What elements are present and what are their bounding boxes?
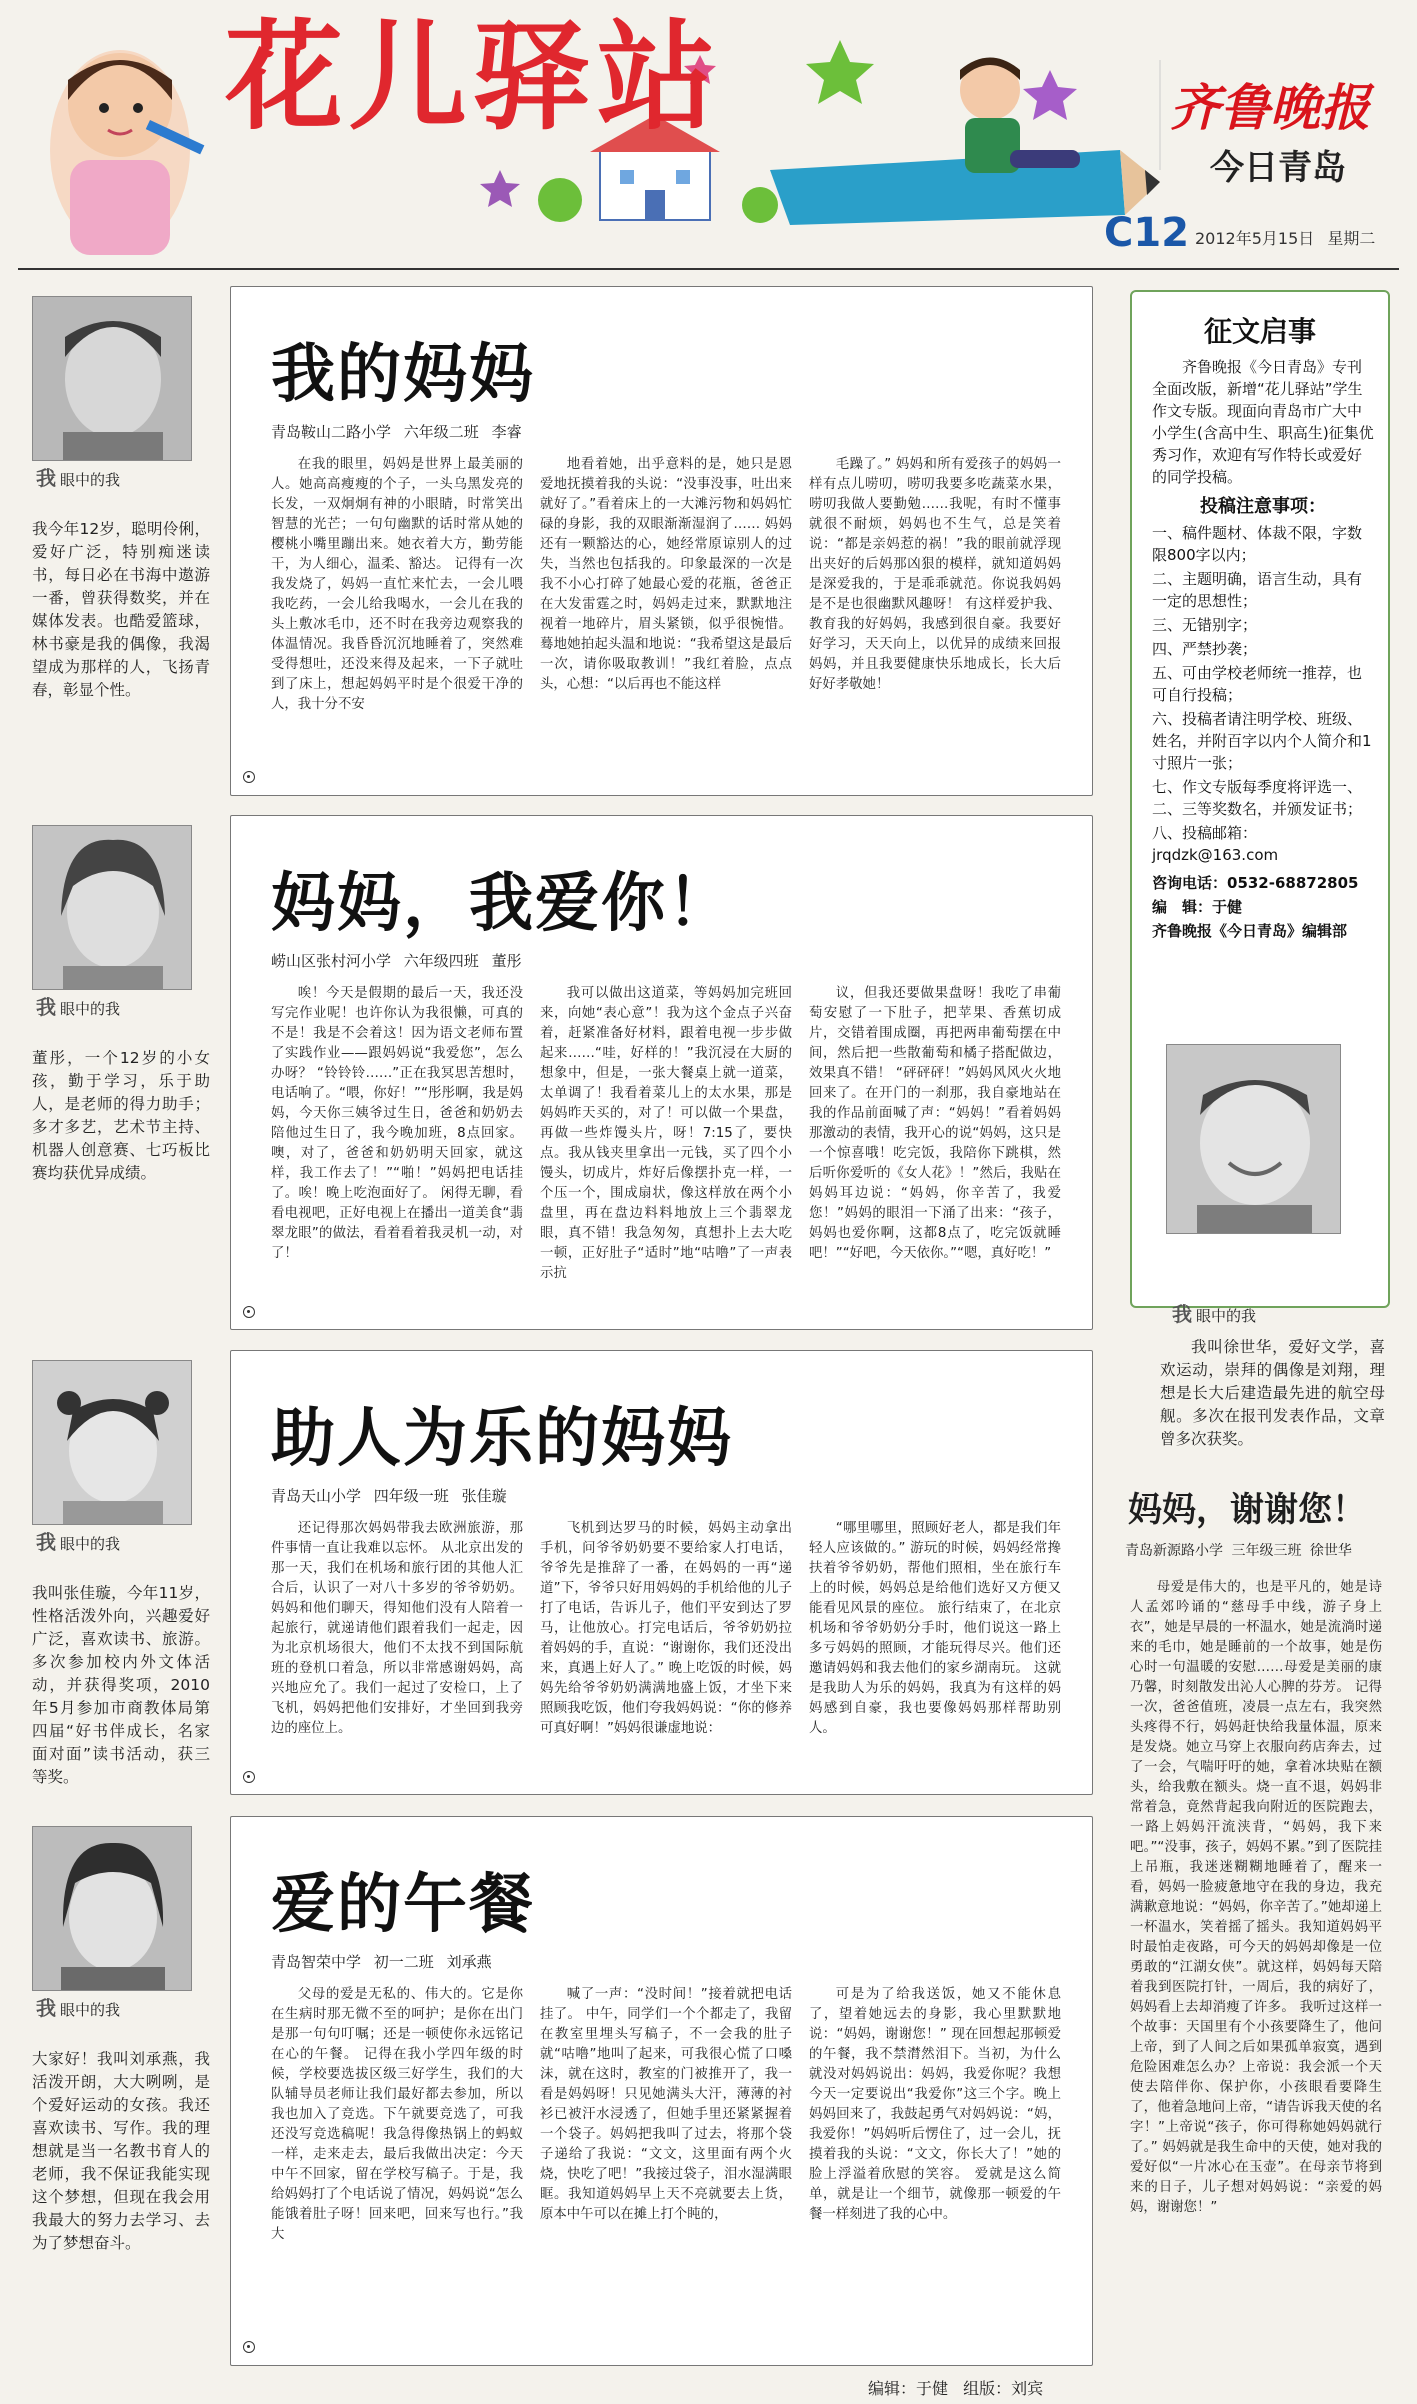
body-column: 毛躁了。” 妈妈和所有爱孩子的妈妈一样有点儿唠叨，唠叨我要多吃蔬菜水果，唠叨我做人要勤勉……我呢，有时不懂事就很不耐烦，妈妈也不生气，总是笑着说：“都是亲妈惹的祸！”我的眼前就浮现出夹好的后妈那凶狠的模样，就知道妈妈是深爱我的，于是乖乖就范。你说我妈妈是不是也很幽默风趣呀！ 有这样爱护我、教育我的好妈妈，我感到很自豪。我要好好学习，天天向上，以优异的成绩来回报妈妈，并且我要健康快乐地成长，长大后好好孝敬她！ xyxy=(809,457,1061,692)
article-2 xyxy=(22,815,1094,1335)
body-column: 在我的眼里，妈妈是世界上最美丽的人。她高高瘦瘦的个子，一头乌黑发亮的长发，一双炯炯有神的小眼睛，时常笑出智慧的光芒；一句句幽默的话时常从她的樱桃小嘴里蹦出来。她衣着大方，勤劳能干，为人细心，温柔、豁达。 记得有一次我发烧了，妈妈一直忙来忙去，一会儿喂我吃药，一会儿给我喝水，一会儿在我的头上敷冰毛巾，还不时在我旁边观察我的体温情况。我昏昏沉沉地睡着了，突然难受得想吐，还没来得及起来，一下子就吐到了床上，想起妈妈平时是个很爱干净的人，我十分不安 xyxy=(271,457,523,712)
sidebar-intro: 齐鲁晚报《今日青岛》专刊全面改版，新增“花儿驿站”学生作文专版。现面向青岛市广大中小学生(含高中生、职高生)征集优秀习作，欢迎有写作特长或爱好的同学投稿。 xyxy=(1152,358,1374,486)
notes-title: 投稿注意事项： xyxy=(1200,496,1326,517)
page-number: C12 xyxy=(1104,210,1190,256)
girl-portrait-icon xyxy=(33,826,192,990)
article-body xyxy=(271,1985,1061,2245)
body-column: “哪里哪里，照顾好老人，都是我们年轻人应该做的。” 游玩的时候，妈妈经常搀扶着爷爷奶奶，帮他们照相，坐在旅行车上的时候，妈妈总是给他们选好又方便又能看见风景的座位。 旅行结束了，在北京机场和爷爷奶奶分手时，他们说这一路上多亏妈妈的照顾，才能玩得尽兴。他们还邀请妈妈和我去他们的家乡湖南玩。 这就是我助人为乐的妈妈，我真为有这样的妈妈感到自豪，我也要像妈妈那样帮助别人。 xyxy=(809,1521,1061,1736)
page-footer xyxy=(868,2376,1043,2399)
author-bio: 董彤，一个12岁的小女孩，勤于学习，乐于助人，是老师的得力助手；多才多艺，艺术节主持、机器人创意赛、七巧板比赛均获优异成绩。 xyxy=(32,1049,210,1182)
brand-title: 花儿驿站 xyxy=(225,7,722,146)
byline: 青岛天山小学 四年级一班 张佳璇 xyxy=(271,1487,507,1505)
footer-layout: 组版：刘宾 xyxy=(963,2379,1044,2398)
author-bio: 我叫张佳璇，今年11岁，性格活泼外向，兴趣爱好广泛，喜欢读书、旅游。多次参加校内外文体活动，并获得奖项，2010年5月参加市商教体局第四届“好书伴成长，名家面对面”读书活动，获三等奖。 xyxy=(32,1584,210,1786)
author-photo xyxy=(32,1826,192,1991)
note-item: 一、稿件题材、体裁不限，字数限800字以内； xyxy=(1152,524,1363,564)
boy-portrait-icon xyxy=(33,297,192,461)
footer-editor: 编辑：于健 xyxy=(868,2379,949,2398)
note-item: 六、投稿者请注明学校、班级、姓名，并附百字以内个人简介和1寸照片一张； xyxy=(1152,710,1372,772)
note-item: 八、投稿邮箱：jrqdzk@163.com xyxy=(1152,824,1279,864)
author-photo xyxy=(32,296,192,461)
eye-label: 我 眼中的我 xyxy=(36,1996,121,2020)
article-frame xyxy=(230,1816,1093,2366)
byline: 青岛智荣中学 初一二班 刘承燕 xyxy=(271,1953,492,1971)
newspaper-name: 齐鲁晚报 xyxy=(1170,78,1370,137)
dateline xyxy=(1195,226,1375,249)
note-item: 三、无错别字； xyxy=(1152,616,1258,634)
author-photo xyxy=(1166,1044,1341,1234)
article-body xyxy=(271,984,1061,1284)
article-frame xyxy=(230,815,1093,1330)
note-item: 四、严禁抄袭； xyxy=(1152,640,1258,658)
body-column: 地看着她，出乎意料的是，她只是恩爱地抚摸着我的头说：“没事没事，吐出来就好了。”看着床上的一大滩污物和妈妈忙碌的身影，我的双眼渐渐湿润了…… 妈妈还有一颗豁达的心，她经常原谅别人的过失，当然也包括我的。印象最深的一次是我不小心打碎了她最心爱的花瓶，爸爸正在大发雷霆之时，妈妈走过来，默默地注视着一地碎片，眉头紧锁，似乎很惋惜。蓦地她拍起头温和地说：“我希望这是最后一次，请你吸取教训！”我红着脸，点点头，心想：“以后再也不能这样 xyxy=(540,457,792,692)
article-title: 我的妈妈 xyxy=(271,337,535,412)
end-mark-icon xyxy=(243,1306,255,1318)
article-title: 妈妈，我爱你！ xyxy=(271,866,733,941)
article-body xyxy=(271,455,1061,715)
edition-name: 今日青岛 xyxy=(1210,148,1346,188)
article-1 xyxy=(22,286,1094,806)
girl-cartoon-icon xyxy=(50,50,204,255)
boy-portrait-icon xyxy=(1167,1045,1341,1234)
issue-weekday: 星期二 xyxy=(1327,229,1376,248)
body-column: 议，但我还要做果盘呀！我吃了串葡萄安慰了一下肚子，把苹果、香蕉切成片，交错着围成圈，再把两串葡萄摆在中间，然后把一些散葡萄和橘子搭配做边，效果真不错！ “砰砰砰！”妈妈风风火火地回来了。在开门的一刹那，我自豪地站在我的作品前面喊了声：“妈妈！”看着妈妈那激动的表情，我开心的说“妈妈，这只是一个惊喜哦！吃完饭，我陪你下跳棋，然后听你爱听的《女人花》！”然后，我贴在妈妈耳边说：“妈妈，你辛苦了，我爱您！”妈妈的眼泪一下涌了出来：“孩子，妈妈也爱你啊，这都8点了，吃完饭就睡吧！”“好吧，今天依你。”“嗯，真好吃！” xyxy=(809,986,1061,1261)
header-rule xyxy=(18,268,1399,270)
body-column: 飞机到达罗马的时候，妈妈主动拿出手机，问爷爷奶奶要不要给家人打电话，爷爷先是推辞了一番，在妈妈的一再“递道”下，爷爷只好用妈妈的手机给他的儿子打了电话，告诉儿子，他们平安到达了罗马，让他放心。打完电话后，爷爷奶奶拉着妈妈的手，直说：“谢谢你，我们还没出来，真遇上好人了。” 晚上吃饭的时候，妈妈先给爷爷奶奶满满地盛上饭，才坐下来照顾我吃饭，他们夸我妈妈说：“你的修养可真好啊！”妈妈很谦虚地说： xyxy=(540,1521,792,1736)
end-mark-icon xyxy=(243,2341,255,2353)
end-mark-icon xyxy=(243,1771,255,1783)
article-3 xyxy=(22,1350,1094,1870)
author-bio: 我今年12岁，聪明伶俐，爱好广泛，特别痴迷读书，每日必在书海中遨游一番，曾获得数奖，并在媒体发表。也酷爱篮球，林书豪是我的偶像，我渴望成为那样的人，飞扬青春，彰显个性。 xyxy=(32,520,210,699)
byline: 青岛新源路小学 三年级三班 徐世华 xyxy=(1125,1543,1352,1559)
article-body: 母爱是伟大的，也是平凡的，她是诗人孟郊吟诵的“慈母手中线，游子身上衣”，她是早晨的一杯温水，她是流淌时递来的毛巾，她是睡前的一个故事，她是伤心时一句温暖的安慰……母爱是美丽的康乃馨，时刻散发出沁人心脾的芬芳。 记得一次，爸爸值班，凌晨一点左右，我突然头疼得不行，妈妈赶快给我量体温，原来是发烧。她立马穿上衣服向药店奔去，过了一会，气喘吁吁的她，拿着冰块贴在额头，给我敷在额头。烧一直不退，妈妈非常着急，竟然背起我向附近的医院跑去，一路上妈妈汗流浃背，“妈妈，我下来吧。”“没事，孩子，妈妈不累。”到了医院挂上吊瓶，我迷迷糊糊地睡着了，醒来一看，妈妈一脸疲惫地守在我的身边，我充满歉意地说：“妈妈，你辛苦了。”她却递上一杯温水，笑着摇了摇头。我知道妈妈平时最怕走夜路，可今天的妈妈却像是一位勇敢的“江湖女侠”。就这样，妈妈每天陪着我到医院打针，一周后，我的病好了，妈妈看上去却消瘦了许多。 我听过这样一个故事：天国里有个小孩要降生了，他问上帝，到了人间之后如果孤单寂寞，遇到危险困难怎么办？上帝说：我会派一个天使去陪伴你、保护你，小孩眼看要降生了，他着急地问上帝，“请告诉我天使的名字！”上帝说“孩子，你可得称她妈妈就行了。” 妈妈就是我生命中的天使，她对我的爱好似“一片冰心在玉壶”。在母亲节将到来的日子，儿子想对妈妈说：“亲爱的妈妈，谢谢您！” xyxy=(1130,1580,1382,2215)
body-column: 还记得那次妈妈带我去欧洲旅游，那件事情一直让我难以忘怀。 从北京出发的那一天，我们在机场和旅行团的其他人汇合后，认识了一对八十多岁的爷爷奶奶。妈妈和他们聊天，得知他们没有人陪着一起旅行，就递请他们跟着我们一起走，因为北京机场很大，他们不太找不到国际航班的登机口着急，所以非常感谢妈妈，高兴地应允了。我们一起过了安检口，上了飞机，妈妈把他们安排好，才坐回到我旁边的座位上。 xyxy=(271,1521,523,1736)
article-frame xyxy=(230,1350,1093,1795)
article-body xyxy=(271,1519,1061,1739)
sidebar-editor: 编 辑：于健 xyxy=(1152,898,1243,916)
byline: 青岛鞍山二路小学 六年级二班 李睿 xyxy=(271,423,522,441)
body-column: 我可以做出这道菜，等妈妈加完班回来，向她“表心意”！我为这个金点子兴奋着，赶紧准备好材料，跟着电视一步步做起来……“哇，好样的！”我沉浸在大厨的想象中，但是，一张大餐桌上就一道菜，太单调了！我看着菜儿上的太水果，那是妈妈昨天买的，对了！可以做一个果盘，再做一些炸馒头片，呀！7:15了，要快点。我从钱夹里拿出一元钱，买了四个小馒头，切成片，炸好后像摆扑克一样，一个压一个，围成扇状，像这样放在两个小盘里，再在盘边料料地放上三个翡翠龙眼，真不错！我急匆匆，真想扑上去大吃一顿，正好肚子“适时”地“咕噜”了一声表示抗 xyxy=(540,986,792,1281)
girl-portrait-icon xyxy=(33,1827,192,1991)
girl-portrait-icon xyxy=(33,1361,192,1525)
eye-label: 我 眼中的我 xyxy=(1172,1302,1257,1326)
article-title: 助人为乐的妈妈 xyxy=(271,1401,733,1476)
eye-label: 我 眼中的我 xyxy=(36,995,121,1019)
body-column: 喊了一声：“没时间！”接着就把电话挂了。 中午，同学们一个个都走了，我留在教室里埋头写稿子，不一会我的肚子就“咕噜”地叫了起来，可我很心慌了口嗓沫，就在这时，教室的门被推开了，我一看是妈妈呀！只见她满头大汗，薄薄的衬衫已被汗水浸透了，但她手里还紧紧握着一个袋子。妈妈把我叫了过去，将那个袋子递给了我说：“文文，这里面有两个火烧，快吃了吧！”我接过袋子，泪水湿满眼眶。我知道妈妈早上天不亮就要去上货，原本中午可以在摊上打个盹的， xyxy=(540,1987,792,2222)
sidebar-body xyxy=(1152,356,1374,944)
article-4 xyxy=(22,1816,1094,2376)
contact-phone: 咨询电话：0532-68872805 xyxy=(1152,874,1359,892)
note-item: 七、作文专版每季度将评选一、二、三等奖数名，并颁发证书； xyxy=(1152,778,1363,818)
end-mark-icon xyxy=(243,771,255,783)
note-item: 五、可由学校老师统一推荐，也可自行投稿； xyxy=(1152,664,1363,704)
article-frame xyxy=(230,286,1093,796)
eye-label: 我 眼中的我 xyxy=(36,466,121,490)
body-column: 唉！今天是假期的最后一天，我还没写完作业呢！也许你认为我很懒，可真的不是！我是不会着这！因为语文老师布置了实践作业——跟妈妈说“我爱您”，怎么办呀？ “铃铃铃……”正在我冥思苦想时，电话响了。“喂，你好！”“彤彤啊，我是妈妈，今天你三姨爷过生日，爸爸和奶奶去陪他过生日了，我今晚加班，8点回家。噢，对了，爸爸和奶奶明天回家，就这样，我工作去了！”“啪！”妈妈把电话挂了。唉！晚上吃泡面好了。 闲得无聊，看看电视吧，正好电视上在播出一道美食“翡翠龙眼”的做法，看着看着我灵机一动，对了！ xyxy=(271,986,523,1261)
issue-date: 2012年5月15日 xyxy=(1195,229,1315,248)
body-column: 可是为了给我送饭，她又不能休息了，望着她远去的身影，我心里默默地说：“妈妈，谢谢您！” 现在回想起那顿爱的午餐，我不禁潸然泪下。当初，为什么就没对妈妈说出：妈妈，我爱你呢？我想今天一定要说出“我爱你”这三个字。晚上妈妈回来了，我鼓起勇气对妈妈说：“妈，我爱你！”妈妈听后愣住了，过一会儿，抚摸着我的头说：“文文，你长大了！”她的脸上浮溢着欣慰的笑容。 爱就是这么简单，就是让一个细节，就像那一顿爱的午餐一样刻进了我的心中。 xyxy=(809,1987,1061,2222)
author-photo xyxy=(32,1360,192,1525)
article-title: 妈妈，谢谢您！ xyxy=(1128,1490,1366,1530)
author-bio: 大家好！我叫刘承燕，我活泼开朗，大大咧咧，是个爱好运动的女孩。我还喜欢读书、写作。我的理想就是当一名教书育人的老师，我不保证我能实现这个梦想，但现在我会用我最大的努力去学习、去为了梦想奋斗。 xyxy=(32,2050,210,2252)
byline: 崂山区张村河小学 六年级四班 董彤 xyxy=(271,952,522,970)
note-item: 二、主题明确，语言生动，具有一定的思想性； xyxy=(1152,570,1363,610)
body-column: 父母的爱是无私的、伟大的。它是你在生病时那无微不至的呵护；是你在出门是那一句句叮嘱；还是一顿使你永远铭记在心的午餐。 记得在我小学四年级的时候，学校要选拔区级三好学生，我们的大队辅导员老师让我们最好都去参加，所以我也加入了竞选。下午就要竞选了，可我还没写竞选稿呢！我急得像热锅上的蚂蚁一样，走来走去，最后我做出决定：今天中午不回家，留在学校写稿子。于是，我给妈妈打了个电话说了情况，妈妈说“怎么能饿着肚子呀！回来吧，回来写也行。”我大 xyxy=(271,1987,523,2242)
sidebar-title: 征文启事 xyxy=(1203,315,1316,348)
article-title: 爱的午餐 xyxy=(271,1867,535,1942)
editorial-dept: 齐鲁晚报《今日青岛》编辑部 xyxy=(1152,922,1348,940)
author-photo xyxy=(32,825,192,990)
author-bio: 我叫徐世华，爱好文学，喜欢运动，崇拜的偶像是刘翔，理想是长大后建造最先进的航空母舰。多次在报刊发表作品，文章曾多次获奖。 xyxy=(1160,1338,1385,1448)
eye-label: 我 眼中的我 xyxy=(36,1530,121,1554)
